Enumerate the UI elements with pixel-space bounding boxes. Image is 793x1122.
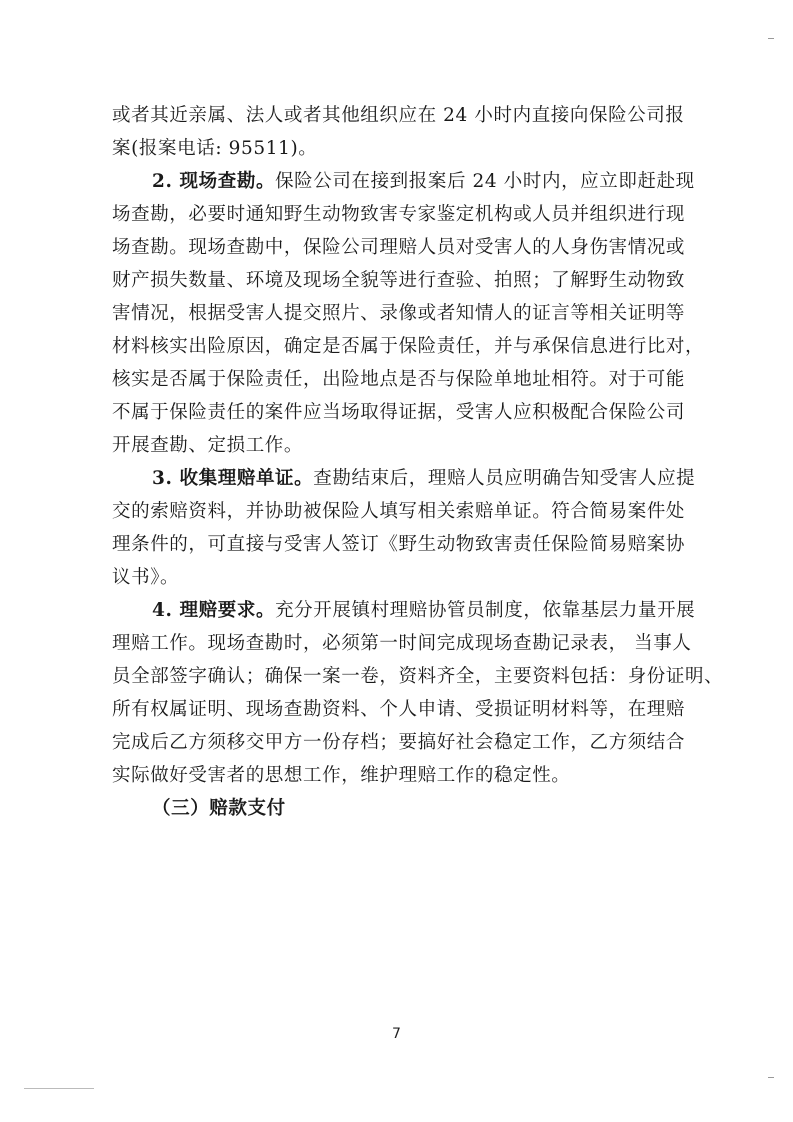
section-4-heading-line: 4. 理赔要求。充分开展镇村理赔协管员制度，依靠基层力量开展: [152, 600, 696, 621]
text-line: 害情况，根据受害人提交照片、录像或者知情人的证言等相关证明等: [112, 303, 686, 324]
subsection-3-title: （三）赔款支付: [152, 798, 286, 819]
text-line: 理条件的，可直接与受害人签订《野生动物致害责任保险简易赔案协: [112, 534, 686, 555]
page-number: 7: [392, 1026, 401, 1042]
section-3-title: 3. 收集理赔单证。: [152, 468, 314, 489]
section-4-title: 4. 理赔要求。: [152, 600, 276, 621]
text-line: 材料核实出险原因，确定是否属于保险责任，并与承保信息进行比对，: [112, 336, 705, 357]
text-line: 完成后乙方须移交甲方一份存档；要搞好社会稳定工作，乙方须结合: [112, 732, 686, 753]
text-line: 场查勘，必要时通知野生动物致害专家鉴定机构或人员并组织进行现: [112, 204, 686, 225]
text-line: 不属于保险责任的案件应当场取得证据，受害人应积极配合保险公司: [112, 402, 686, 423]
text-line: 案(报案电话: 95511)。: [112, 138, 318, 159]
scan-edge-mark: [768, 38, 774, 39]
text-line: 核实是否属于保险责任，出险地点是否与保险单地址相符。对于可能: [112, 369, 686, 390]
text-line: 理赔工作。现场查勘时，必须第一时间完成现场查勘记录表， 当事人: [112, 633, 692, 654]
text-line: 员全部签字确认；确保一案一卷，资料齐全，主要资料包括：身份证明、: [112, 666, 724, 687]
text-line: 或者其近亲属、法人或者其他组织应在 24 小时内直接向保险公司报: [112, 105, 685, 126]
section-2-title: 2. 现场查勘。: [152, 171, 276, 192]
text-line: 财产损失数量、环境及现场全貌等进行查验、拍照；了解野生动物致: [112, 270, 686, 291]
scan-edge-mark: [768, 1077, 774, 1078]
text-line: 交的索赔资料，并协助被保险人填写相关索赔单证。符合简易案件处: [112, 501, 686, 522]
document-body: [112, 104, 724, 830]
text-line: 实际做好受害者的思想工作，维护理赔工作的稳定性。: [112, 765, 571, 786]
subsection-heading-line: [112, 797, 680, 820]
text-line: 场查勘。现场查勘中，保险公司理赔人员对受害人的人身伤害情况或: [112, 237, 686, 258]
text-line: 议书》。: [112, 567, 180, 588]
section-2-heading-line: 2. 现场查勘。保险公司在接到报案后 24 小时内，应立即赶赴现: [152, 171, 695, 192]
section-3-heading-line: 3. 收集理赔单证。查勘结束后，理赔人员应明确告知受害人应提: [152, 468, 696, 489]
text-line: 所有权属证明、现场查勘资料、个人申请、受损证明材料等，在理赔: [112, 699, 686, 720]
text-line: 开展查勘、定损工作。: [112, 435, 304, 456]
scan-edge-mark: [24, 1088, 94, 1089]
